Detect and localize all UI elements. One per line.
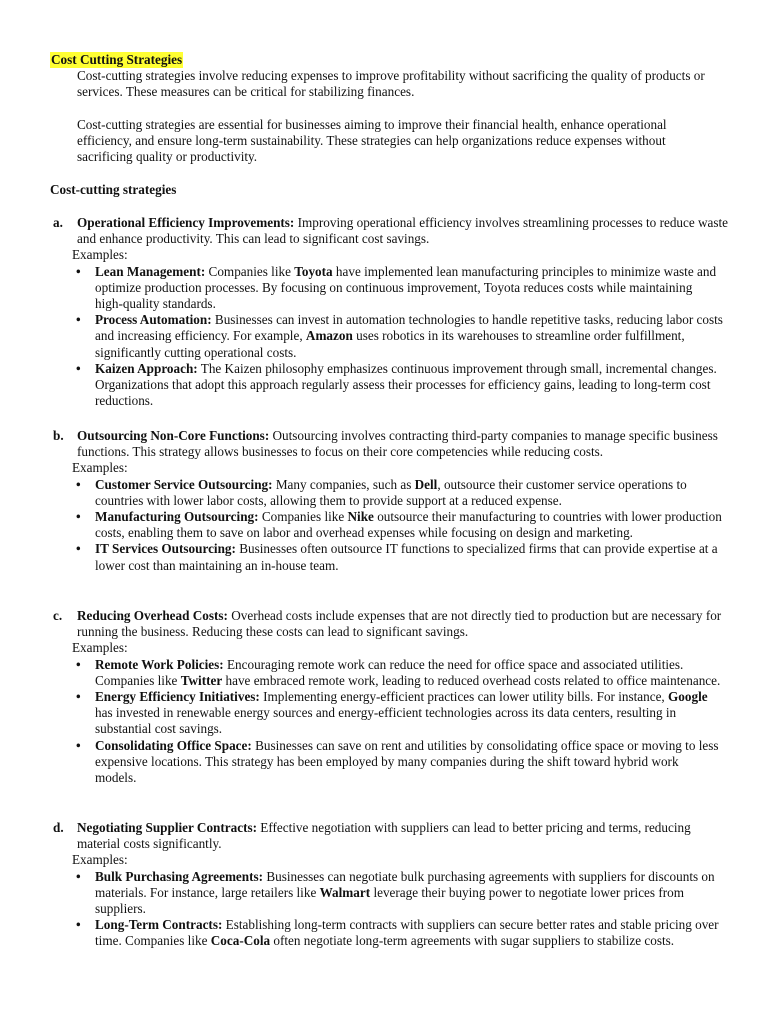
item-text-cont: uses robotics in its warehouses to streamline order fulfillment, significantly cutting operational costs. <box>95 328 685 360</box>
item-text-cont: , outsource their customer service operations to countries with lower labor costs, allowing them to provide support at a reduced expense. <box>95 476 687 508</box>
bullet-icon: • <box>76 509 81 525</box>
section-overhead-costs <box>50 608 730 786</box>
list-item <box>50 689 723 738</box>
bullet-icon: • <box>76 312 81 328</box>
section-heading <box>50 428 730 460</box>
examples-list <box>50 657 730 787</box>
list-item <box>50 264 723 313</box>
document-title: Cost Cutting Strategies <box>51 52 183 67</box>
item-lead: Process Automation: <box>95 312 212 328</box>
bullet-icon: • <box>76 476 81 492</box>
section-subheading: Cost-cutting strategies <box>50 182 177 197</box>
item-lead: Remote Work Policies: <box>95 656 224 672</box>
bullet-icon: • <box>76 541 81 557</box>
section-lead: Negotiating Supplier Contracts: <box>77 820 257 835</box>
item-text: Businesses can save on rent and utilities by consolidating office space or moving to less expensive locations. This strategy has been employed by many companies during the shift toward hybrid work models. <box>95 737 719 786</box>
item-text-cont: has invested in renewable energy sources and energy-efficient technologies across its data centers, resulting in substantial cost savings. <box>95 705 677 737</box>
section-body: Effective negotiation with suppliers can lead to better pricing and terms, reducing material costs significantly. <box>77 820 691 852</box>
section-heading <box>50 215 730 247</box>
examples-list <box>50 477 730 574</box>
section-letter: a. <box>53 215 63 230</box>
item-text: Establishing long-term contracts with suppliers can secure better rates and stable pricing over time. Companies like <box>95 917 719 949</box>
item-company: Amazon <box>305 328 353 344</box>
item-lead: Manufacturing Outsourcing: <box>95 509 259 525</box>
bullet-icon: • <box>76 689 81 705</box>
item-lead: Lean Management: <box>95 263 206 279</box>
section-operational-efficiency <box>50 215 730 409</box>
section-body: Improving operational efficiency involves streamlining processes to reduce waste and enhance productivity. This can lead to significant cost savings. <box>77 215 729 247</box>
list-item <box>50 917 723 949</box>
section-letter: d. <box>53 820 64 835</box>
list-item <box>50 477 723 509</box>
section-letter: b. <box>53 428 64 443</box>
section-body: Overhead costs include expenses that are not directly tied to production but are necessary for running the business. Reducing these costs can lead to significant savings. <box>77 608 722 640</box>
item-text-cont: have embraced remote work, leading to reduced overhead costs related to office maintenance. <box>222 672 721 688</box>
item-lead: Customer Service Outsourcing: <box>95 476 273 492</box>
section-lead: Outsourcing Non-Core Functions: <box>77 428 270 443</box>
section-outsourcing <box>50 428 730 574</box>
item-text-cont: often negotiate long-term agreements with sugar suppliers to stabilize costs. <box>270 933 675 949</box>
item-company: Coca-Cola <box>210 933 271 949</box>
section-lead: Reducing Overhead Costs: <box>77 608 228 623</box>
intro-paragraph-1: Cost-cutting strategies involve reducing expenses to improve profitability without sacrificing the quality of products or services. These measures can be critical for stabilizing finances. <box>77 68 705 100</box>
section-body: Outsourcing involves contracting third-party companies to manage specific business functions. This strategy allows businesses to focus on their core competencies while reducing costs. <box>77 428 718 460</box>
item-text: Implementing energy-efficient practices can lower utility bills. For instance, <box>259 689 669 705</box>
item-lead: Bulk Purchasing Agreements: <box>95 868 264 884</box>
item-text: The Kaizen philosophy emphasizes continuous improvement through small, incremental changes. Organizations that adopt this approach regularly assess their processes for efficiency gains, leading to long-term cost reductions. <box>95 360 717 409</box>
item-lead: Kaizen Approach: <box>95 360 198 376</box>
item-company: Dell <box>414 476 438 492</box>
list-item <box>50 738 723 787</box>
item-text-cont: outsource their manufacturing to countries with lower production costs, enabling them to save on labor and overhead expenses while focusing on design and marketing. <box>95 509 722 541</box>
item-text: Many companies, such as <box>272 476 415 492</box>
list-item <box>50 361 723 410</box>
item-lead: Energy Efficiency Initiatives: <box>95 689 260 705</box>
section-supplier-contracts <box>50 820 730 950</box>
bullet-icon: • <box>76 656 81 672</box>
examples-label: Examples: <box>72 852 128 868</box>
section-lead: Operational Efficiency Improvements: <box>77 215 295 230</box>
item-text: Businesses often outsource IT functions to specialized firms that can provide expertise at a lower cost than maintaining an in-house team. <box>95 541 718 573</box>
bullet-icon: • <box>76 263 81 279</box>
examples-label: Examples: <box>72 460 128 476</box>
bullet-icon: • <box>76 360 81 376</box>
item-text: Companies like <box>205 263 295 279</box>
examples-label: Examples: <box>72 640 128 656</box>
item-company: Toyota <box>294 263 333 279</box>
list-item <box>50 869 723 918</box>
section-heading <box>50 608 730 640</box>
examples-list <box>50 869 730 950</box>
item-lead: Long-Term Contracts: <box>95 917 223 933</box>
section-letter: c. <box>53 608 63 623</box>
bullet-icon: • <box>76 917 81 933</box>
item-text: Encouraging remote work can reduce the need for office space and associated utilities. Companies like <box>95 656 684 688</box>
item-company: Google <box>668 689 708 705</box>
item-text-cont: have implemented lean manufacturing principles to minimize waste and optimize production processes. By focusing on continuous improvement, Toyota reduces costs while maintaining high-quality standards. <box>95 263 717 312</box>
bullet-icon: • <box>76 737 81 753</box>
item-text: Businesses can negotiate bulk purchasing agreements with suppliers for discounts on materials. For instance, large retailers like <box>95 868 715 900</box>
list-item <box>50 312 723 361</box>
examples-label: Examples: <box>72 247 128 263</box>
item-text: Businesses can invest in automation technologies to handle repetitive tasks, reducing labor costs and increasing efficiency. For example, <box>95 312 723 344</box>
section-heading <box>50 820 730 852</box>
examples-list <box>50 264 730 410</box>
list-item <box>50 657 723 689</box>
item-text: Companies like <box>258 509 348 525</box>
bullet-icon: • <box>76 868 81 884</box>
item-lead: Consolidating Office Space: <box>95 737 252 753</box>
item-company: Twitter <box>180 672 223 688</box>
intro-paragraph-2: Cost-cutting strategies are essential for businesses aiming to improve their financial health, enhance operational efficiency, and ensure long-term sustainability. These strategies can help organizations reduce expenses without sacrificing quality or productivity. <box>77 117 667 165</box>
item-text-cont: leverage their buying power to negotiate lower prices from suppliers. <box>95 884 684 917</box>
list-item <box>50 541 723 573</box>
item-lead: IT Services Outsourcing: <box>95 541 236 557</box>
item-company: Nike <box>347 509 374 525</box>
item-company: Walmart <box>319 884 371 900</box>
list-item <box>50 509 723 541</box>
